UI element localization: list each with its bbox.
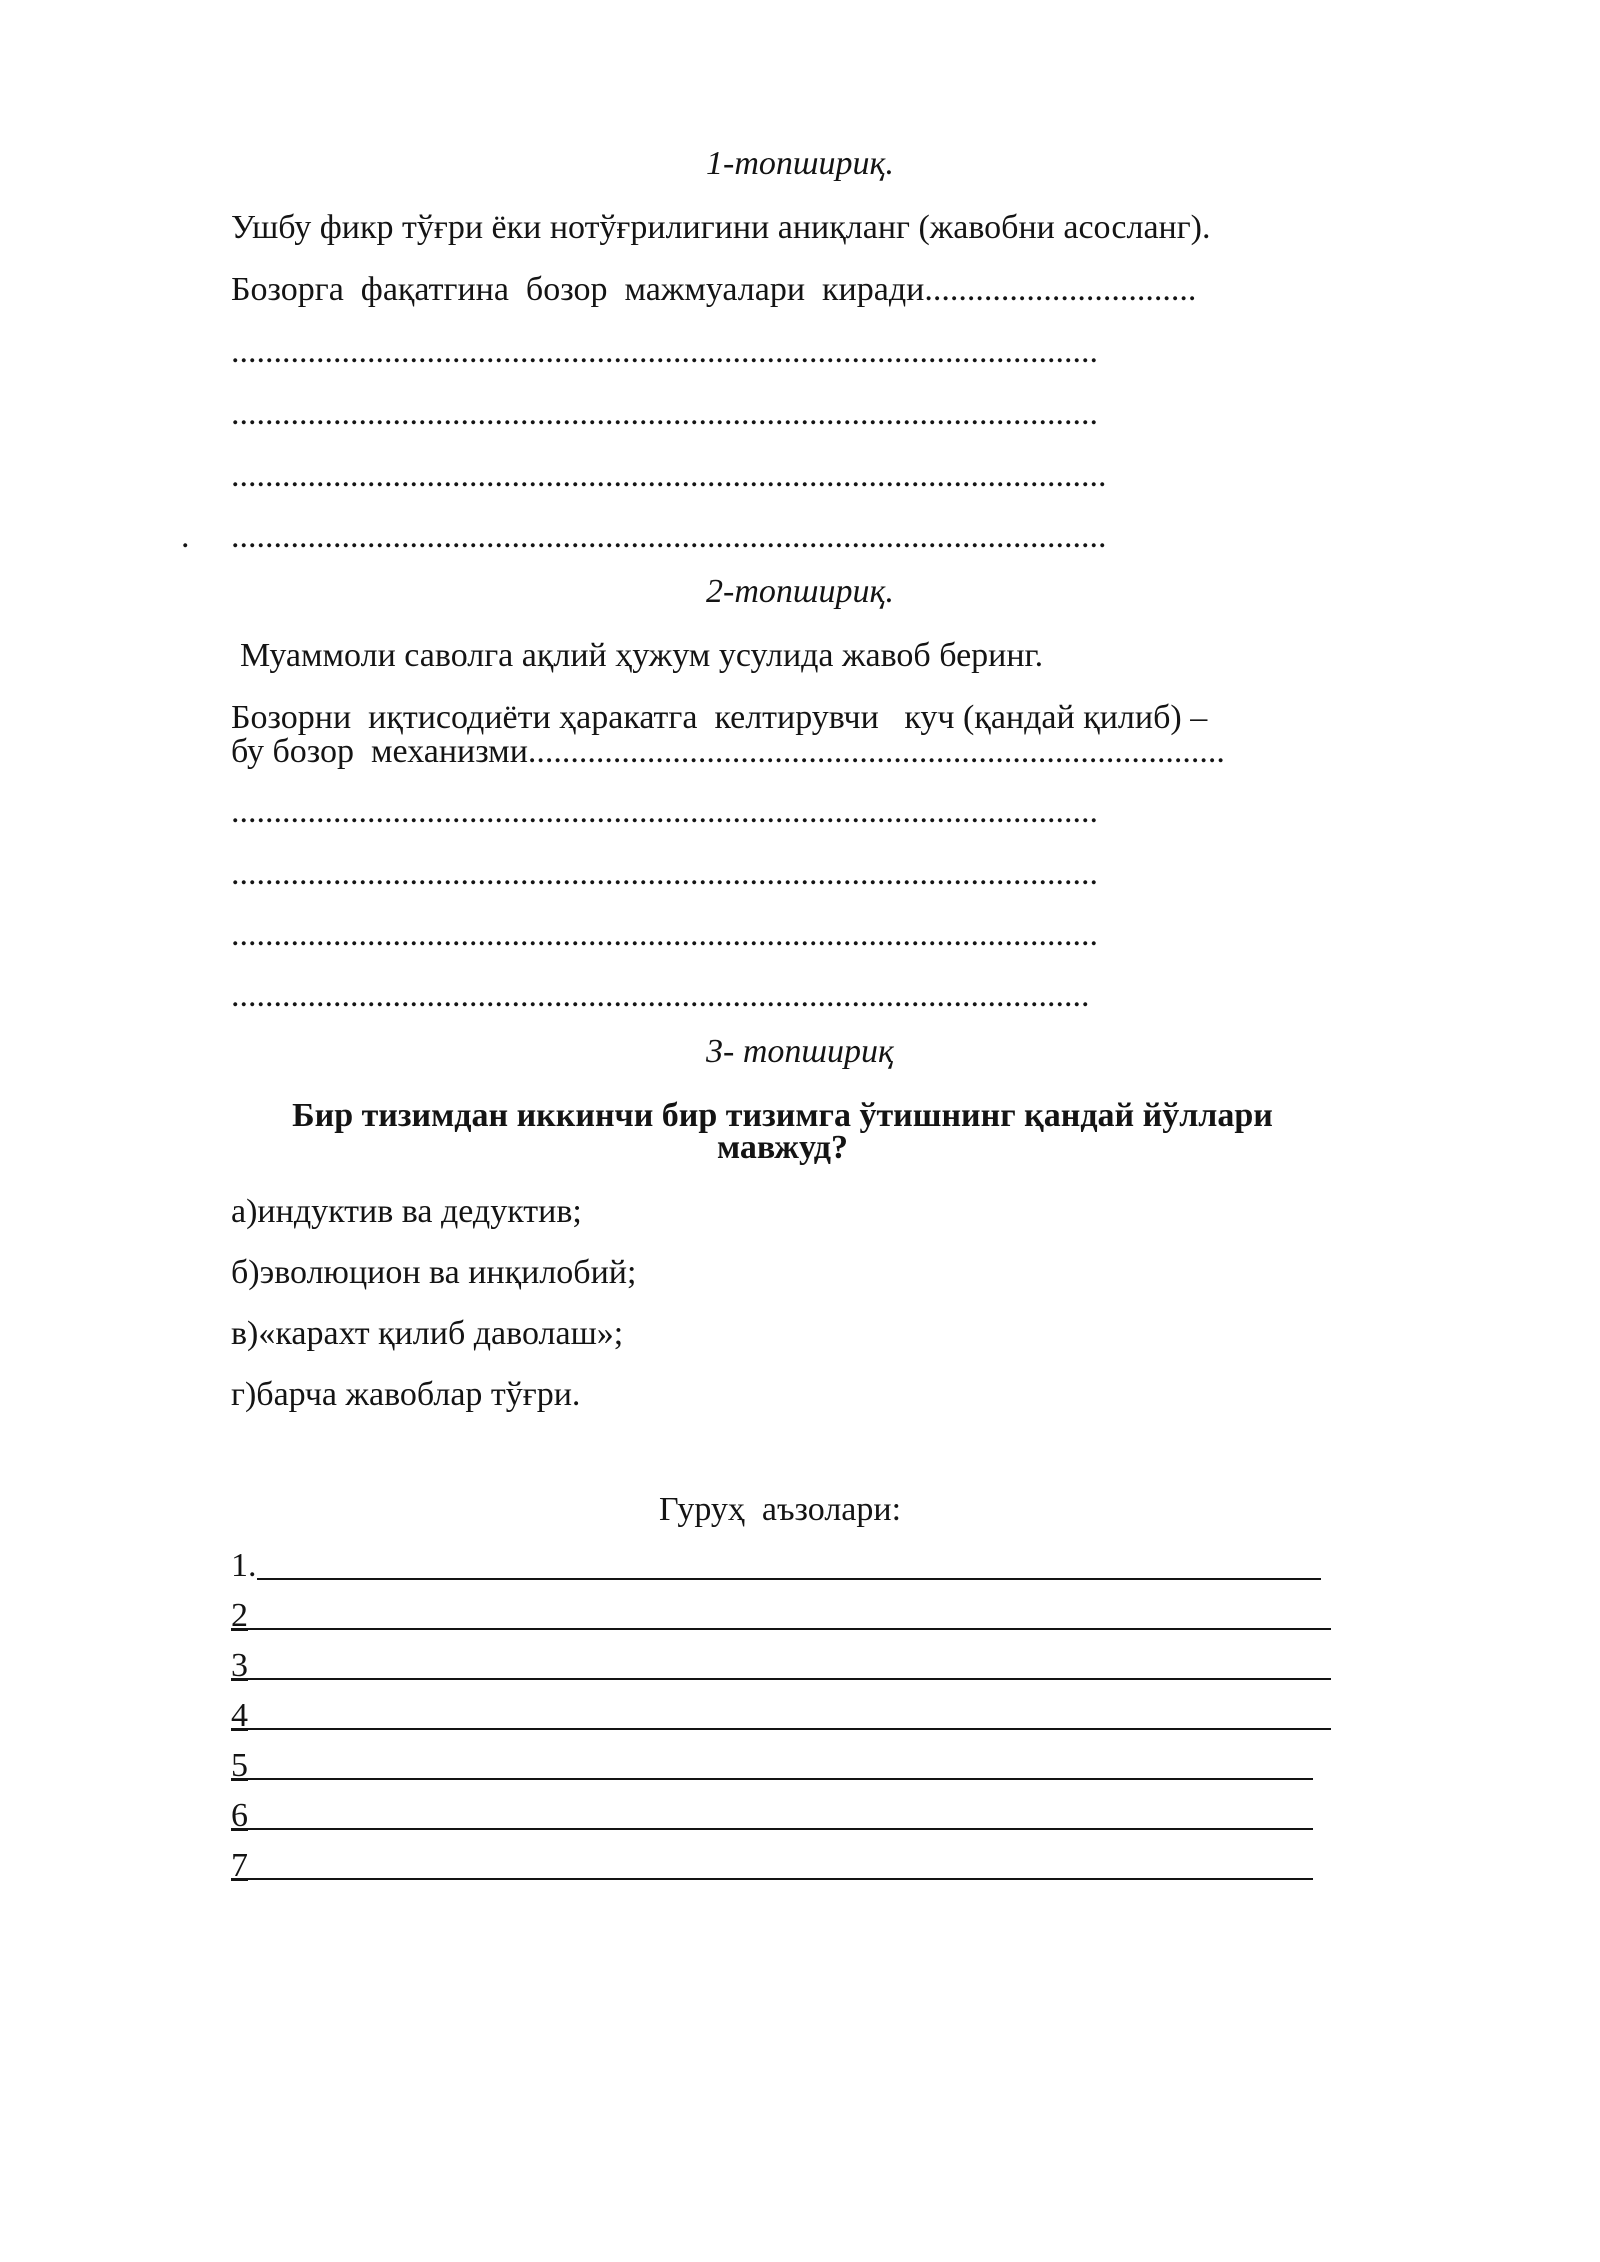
task2-statement-line1: Бозорни иқтисодиёти ҳаракатга келтирувчи куч (қандай қилиб) – xyxy=(231,699,1208,736)
signature-line[interactable] xyxy=(248,1678,1331,1680)
option-text: эволюцион ва инқилобий; xyxy=(259,1254,637,1291)
signature-line[interactable] xyxy=(248,1628,1331,1630)
member-line-5[interactable] xyxy=(231,1744,1313,1786)
member-line-1[interactable] xyxy=(231,1544,1321,1586)
task2-instruction: Муаммоли саволга ақлий ҳужум усулида жавоб беринг. xyxy=(240,637,1044,674)
member-line-6[interactable] xyxy=(231,1794,1313,1836)
option-b[interactable] xyxy=(231,1253,636,1293)
signature-line[interactable] xyxy=(248,1828,1313,1830)
task1-statement-text: Бозорга фақатгина бозор мажмуалари киради xyxy=(231,271,925,308)
option-d[interactable] xyxy=(231,1375,580,1415)
group-title: Гуруҳ аъзолари: xyxy=(658,1491,902,1528)
member-line-4[interactable] xyxy=(231,1694,1331,1736)
task2-answer-line[interactable]: ...................................................................................................... xyxy=(231,916,1098,953)
task2-answer-line[interactable]: ..................................................................................................... xyxy=(231,977,1090,1014)
task3-question-line2: мавжуд? xyxy=(716,1129,849,1166)
member-line-3[interactable] xyxy=(231,1644,1331,1686)
signature-line[interactable] xyxy=(248,1878,1313,1880)
member-number: 1. xyxy=(231,1547,257,1584)
task3-title: 3- топшириқ xyxy=(706,1033,894,1070)
task3-question-line1: Бир тизимдан иккинчи бир тизимга ўтишнинг қандай йўллари xyxy=(292,1097,1273,1134)
member-number: 7 xyxy=(231,1847,248,1884)
task1-statement xyxy=(231,270,1196,310)
member-line-7[interactable] xyxy=(231,1844,1313,1886)
task1-instruction: Ушбу фикр тўғри ёки нотўғрилигини аниқланг (жавобни асосланг). xyxy=(231,209,1211,246)
member-number: 4 xyxy=(231,1697,248,1734)
member-number: 2 xyxy=(231,1597,248,1634)
task1-title: 1-топшириқ. xyxy=(706,145,894,182)
task2-title: 2-топшириқ. xyxy=(706,573,894,610)
task2-answer-line[interactable]: ...................................................................................................... xyxy=(231,855,1098,892)
member-number: 5 xyxy=(231,1747,248,1784)
task2-answer-line[interactable]: ...................................................................................................... xyxy=(231,793,1098,830)
option-text: индуктив ва дедуктив; xyxy=(257,1193,582,1230)
option-letter: г) xyxy=(231,1376,257,1413)
stray-dot: . xyxy=(181,518,190,555)
task1-answer-line[interactable]: ....................................................................................................... xyxy=(231,457,1107,494)
member-number: 3 xyxy=(231,1647,248,1684)
option-letter: в) xyxy=(231,1315,259,1352)
task2-statement-dots: .................................................................................. xyxy=(527,733,1225,770)
option-letter: б) xyxy=(231,1254,260,1291)
task1-answer-line[interactable]: ...................................................................................................... xyxy=(231,333,1098,370)
option-text: «карахт қилиб даволаш»; xyxy=(258,1315,624,1352)
signature-line[interactable] xyxy=(257,1578,1322,1580)
option-c[interactable] xyxy=(231,1314,623,1354)
signature-line[interactable] xyxy=(248,1728,1331,1730)
task1-answer-line[interactable]: ...................................................................................................... xyxy=(231,395,1098,432)
member-number: 6 xyxy=(231,1797,248,1834)
task2-statement-line2 xyxy=(231,732,1225,772)
option-text: барча жавоблар тўғри. xyxy=(256,1376,581,1413)
option-a[interactable] xyxy=(231,1192,582,1232)
member-line-2[interactable] xyxy=(231,1594,1331,1636)
signature-line[interactable] xyxy=(248,1778,1313,1780)
task2-statement-text: бу бозор механизми xyxy=(231,733,528,770)
task1-answer-line[interactable]: ....................................................................................................... xyxy=(231,518,1107,555)
option-letter: а) xyxy=(231,1193,258,1230)
task1-statement-dots: ................................ xyxy=(924,271,1197,308)
